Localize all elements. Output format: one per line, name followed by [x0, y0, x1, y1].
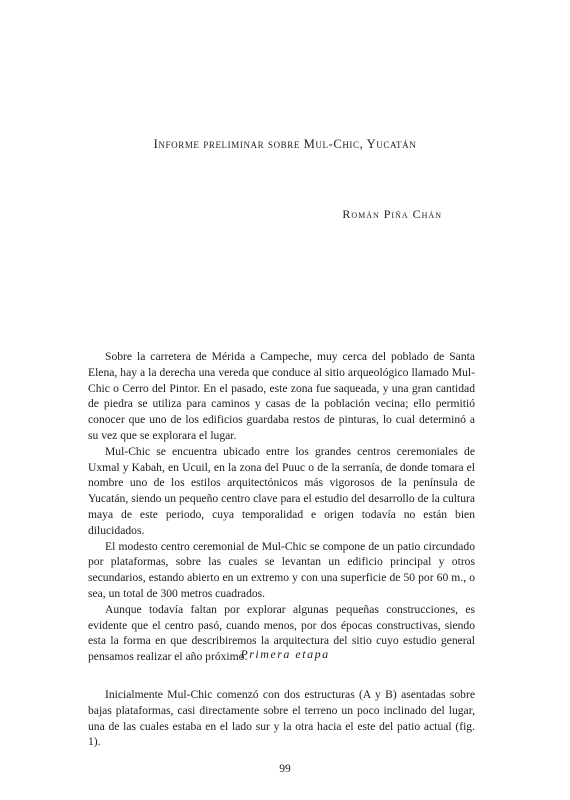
paragraph: Mul-Chic se encuentra ubicado entre los grandes centros ceremoniales de Uxmal y Kabah, en Ucuil, en la zona del Puuc o de la serranía, de donde tomara el nombre uno de los estilos arquitectónicos más vigorosos de la península de Yucatán, siendo un pequeño centro clave para el estudio del desarrollo de la cultura maya de este periodo, cuya temporalidad e origen todavía no están bien dilucidados.	[88, 444, 475, 537]
paragraph: Inicialmente Mul-Chic comenzó con dos estructuras (A y B) asentadas sobre bajas plataformas, casi directamente sobre el terreno un poco inclinado del lugar, una de las cuales estaba en el lado sur y la otra hacia el este del patio actual (fig. 1).	[88, 688, 475, 749]
paragraph: Sobre la carretera de Mérida a Campeche, muy cerca del poblado de Santa Elena, hay a la derecha una vereda que conduce al sitio arqueológico llamado Mul-Chic o Cerro del Pintor. En el pasado, este zona fue saqueada, y una gran cantidad de piedra se utiliza para caminos y casas de la población vecina; ello permitió conocer que uno de los edificios guardaba restos de pinturas, lo cual determinó a su vez que se explorara el lugar.	[88, 350, 475, 442]
section-heading: Primera etapa	[240, 647, 330, 661]
article-author: Román Piña Chán	[342, 207, 442, 221]
intro-text-block	[88, 349, 475, 665]
section-text-block	[88, 687, 475, 750]
article-title: Informe preliminar sobre Mul-Chic, Yucatán	[153, 137, 417, 151]
page-number: 99	[279, 763, 291, 775]
paragraph: Aunque todavía faltan por explorar algunas pequeñas construcciones, es evidente que el centro pasó, cuando menos, por dos épocas constructivas, siendo esta la forma en que describiremos la arquitectura del sitio cuyo estudio general pensamos realizar el año próximo.	[88, 602, 475, 664]
paragraph: El modesto centro ceremonial de Mul-Chic se compone de un patio circundado por plataformas, sobre las cuales se levantan un edificio principal y otros secundarios, estando abierto en un extremo y con una superficie de 50 por 60 m., o sea, un total de 300 metros cuadrados.	[88, 539, 475, 600]
